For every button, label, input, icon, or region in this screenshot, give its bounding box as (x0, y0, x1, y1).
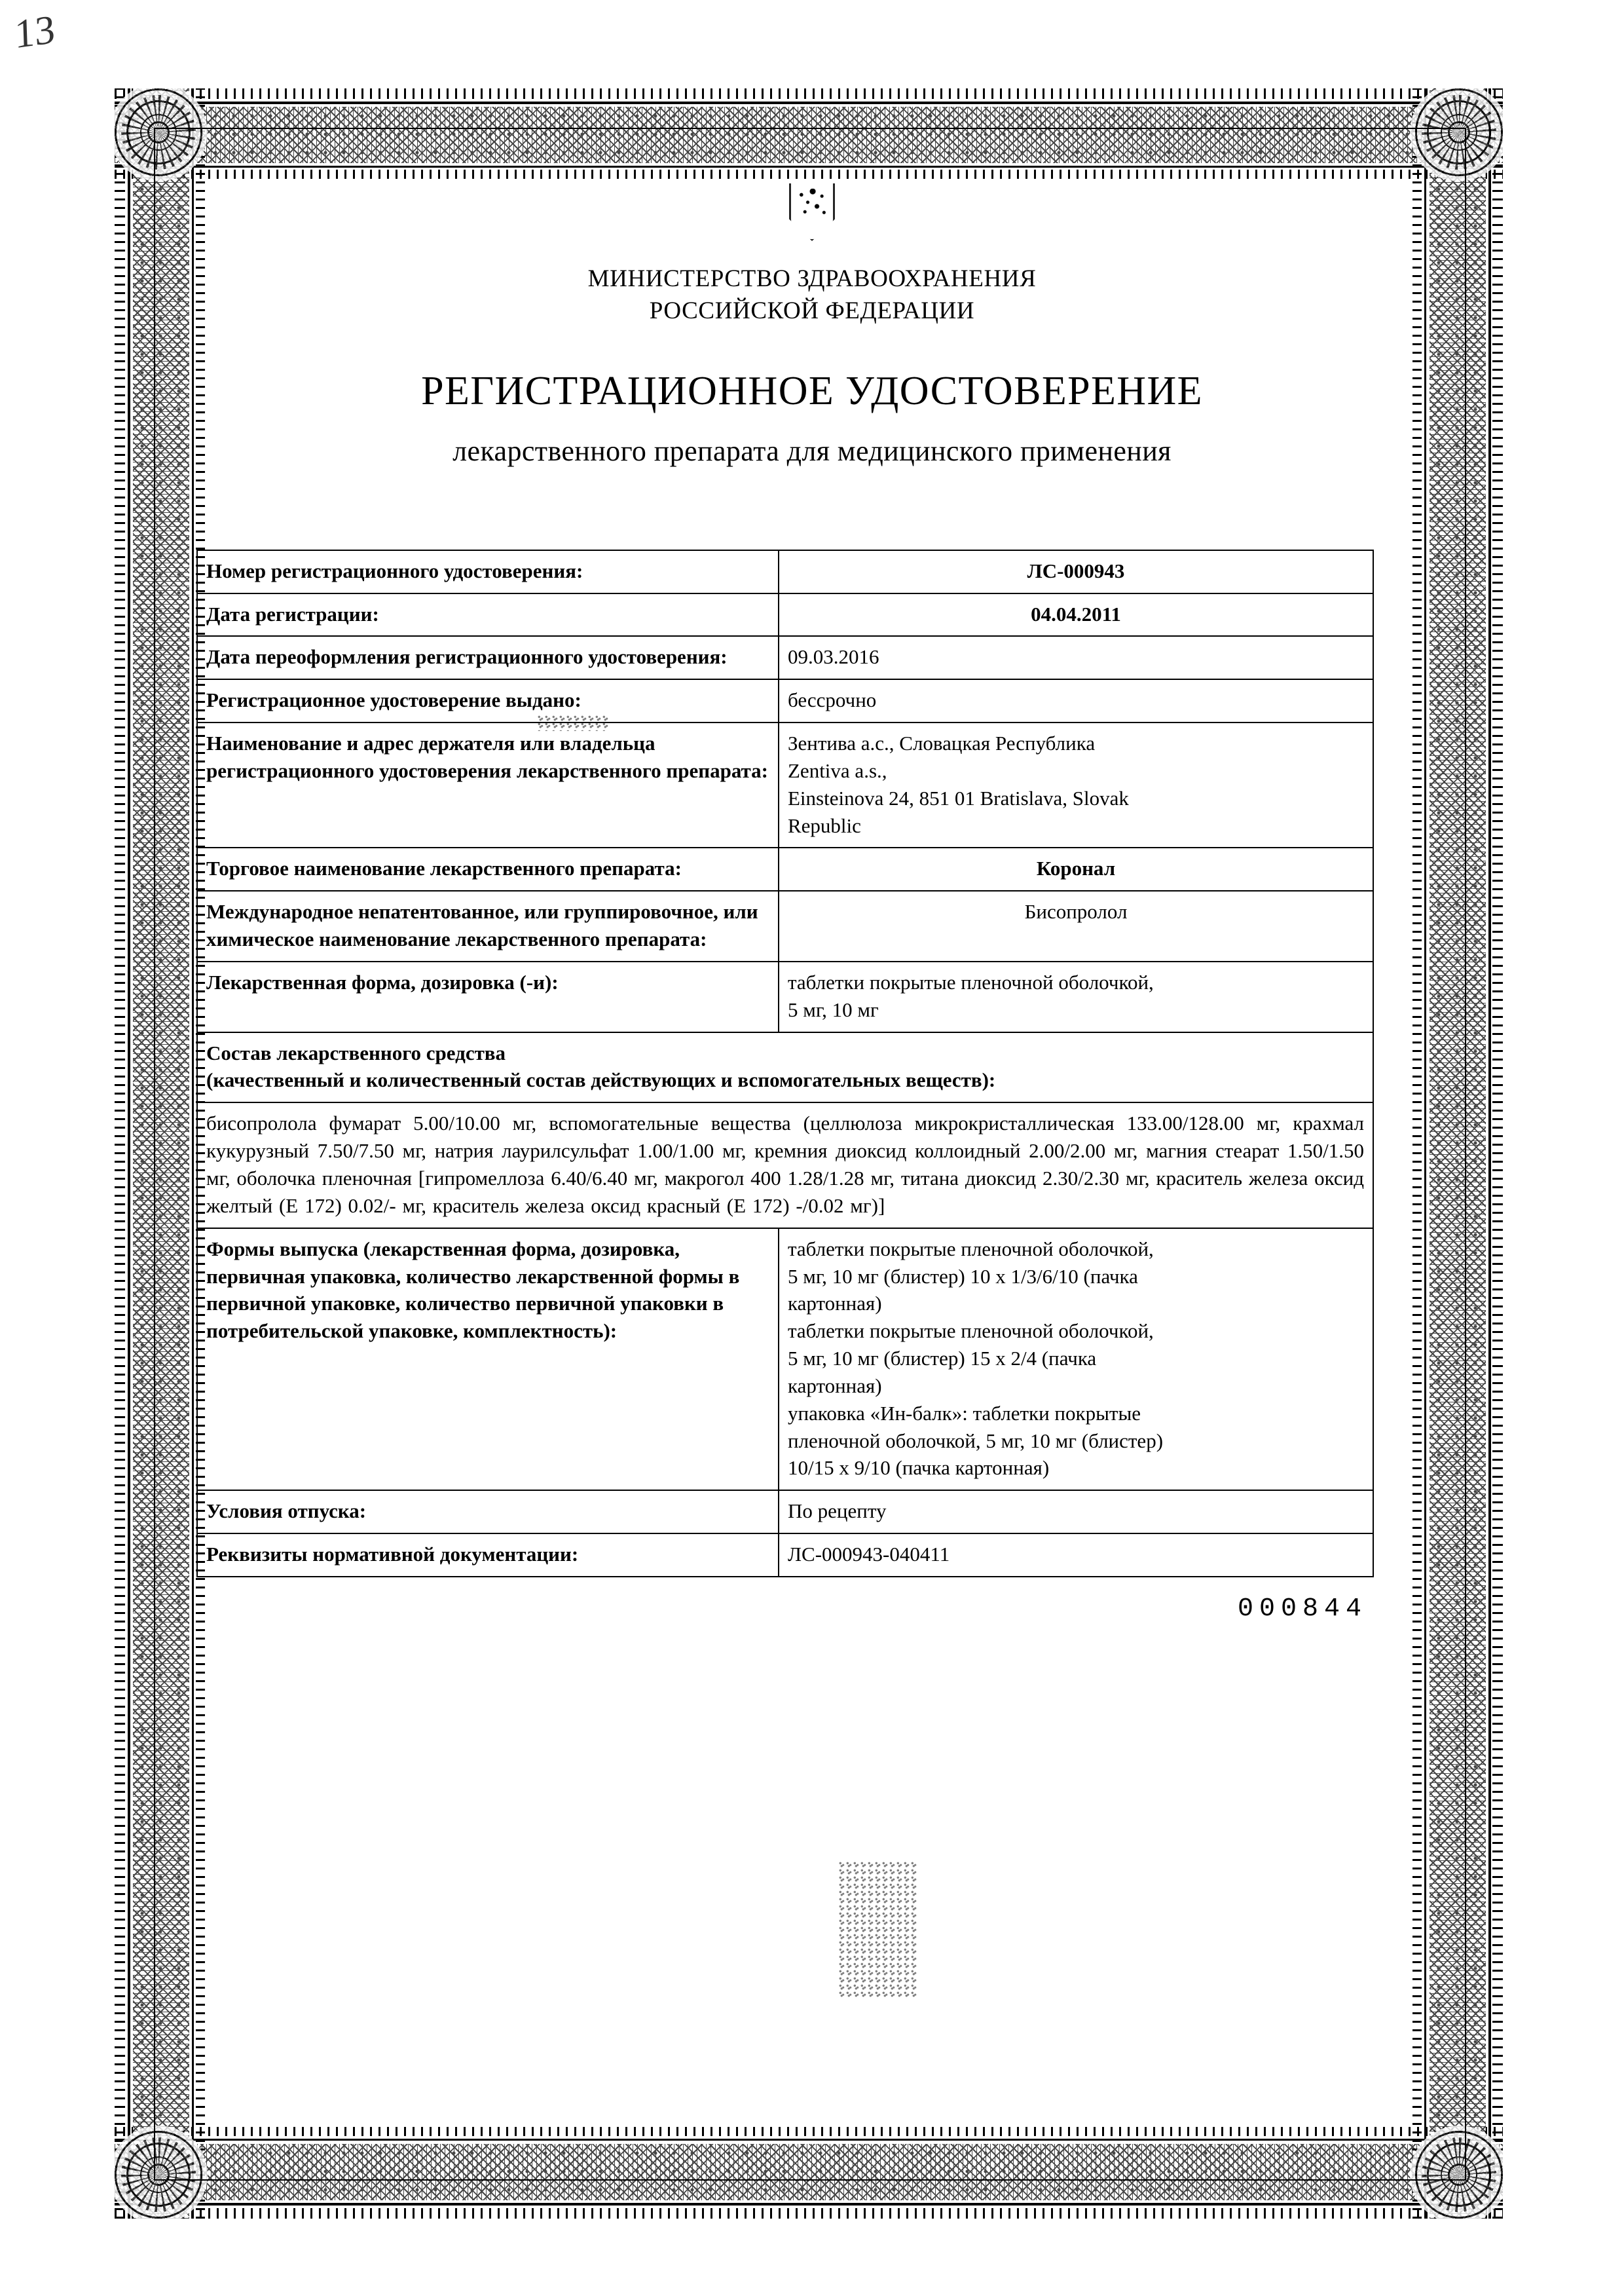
table-row-issued (197, 679, 1373, 723)
value-issued: бессрочно (779, 679, 1373, 723)
dosage-form-line-1: таблетки покрытые пленочной оболочкой, (788, 970, 1154, 994)
table-row-holder (197, 723, 1373, 848)
table-row-reg-date (197, 593, 1373, 637)
package-line-8: пленочной оболочкой, 5 мг, 10 мг (блистер) (788, 1429, 1164, 1452)
shield-detail (794, 189, 830, 223)
value-package (779, 1228, 1373, 1491)
label-dosage-form: Лекарственная форма, дозировка (-и): (197, 962, 779, 1032)
table-row-inn (197, 891, 1373, 962)
value-trade-name: Коронал (779, 848, 1373, 891)
certificate-table (196, 550, 1374, 1577)
value-nd: ЛС-000943-040411 (779, 1533, 1373, 1577)
table-row-trade-name (197, 848, 1373, 891)
composition-header (197, 1032, 1373, 1103)
table-row-nd (197, 1533, 1373, 1577)
holder-line-1: Зентива а.с., Словацкая Республика (788, 732, 1096, 755)
value-reg-number: ЛС-000943 (779, 550, 1373, 593)
document-subtitle: лекарственного препарата для медицинского применения (452, 434, 1172, 467)
holder-line-3: Einsteinova 24, 851 01 Bratislava, Slovak (788, 786, 1129, 810)
table-row-reg-number (197, 550, 1373, 593)
frame-left-rule (128, 88, 130, 2219)
package-line-2: 5 мг, 10 мг (блистер) 10 х 1/3/6/10 (пачка (788, 1264, 1138, 1288)
label-reg-date: Дата регистрации: (197, 593, 779, 637)
value-dispensing: По рецепту (779, 1490, 1373, 1533)
package-line-1: таблетки покрытые пленочной оболочкой, (788, 1237, 1154, 1260)
label-holder: Наименование и адрес держателя или владельца регистрационного удостоверения лекарственного препарата: (197, 723, 779, 848)
ministry-line-1: МИНИСТЕРСТВО ЗДРАВООХРАНЕНИЯ (587, 265, 1037, 292)
value-reissue-date: 09.03.2016 (779, 636, 1373, 679)
composition-text: бисопролола фумарат 5.00/10.00 мг, вспомогательные вещества (целлюлоза микрокристаллическая 133.00/128.00 мг, крахмал кукурузный 7.50/7.50 мг, натрия лаурилсульфат 1.00/1.00 мг, кремния диоксид коллоидный 2.00/2.00 мг, магния стеарат 1.50/1.50 мг, оболочка пленочная [гипромеллоза 6.40/6.40 мг, макрогол 400 1.28/1.28 мг, титана диоксид 2.30/2.30 мг, краситель железа оксид желтый (Е 172) 0.02/- мг, краситель железа оксид красный (Е 172) -/0.02 мг)] (197, 1102, 1373, 1228)
frame-right-tick-band (1492, 88, 1503, 2219)
table-row-dosage-form (197, 962, 1373, 1032)
label-issued: Регистрационное удостоверение выдано: (197, 679, 779, 723)
composition-header-line-1: Состав лекарственного средства (206, 1041, 506, 1064)
package-line-4: таблетки покрытые пленочной оболочкой, (788, 1319, 1154, 1343)
label-reissue-date: Дата переоформления регистрационного удостоверения: (197, 636, 779, 679)
package-line-9: 10/15 х 9/10 (пачка картонная) (788, 1456, 1050, 1480)
certificate-content (196, 183, 1428, 1624)
label-dispensing: Условия отпуска: (197, 1490, 779, 1533)
value-reg-date: 04.04.2011 (779, 593, 1373, 637)
handwritten-page-mark: 13 (14, 7, 56, 58)
holder-line-4: Republic (788, 814, 861, 837)
package-line-6: картонная) (788, 1374, 882, 1397)
label-inn: Международное непатентованное, или группировочное, или химическое наименование лекарственного препарата: (197, 891, 779, 962)
frame-top-rule (115, 102, 1503, 104)
table-row-dispensing (197, 1490, 1373, 1533)
frame-top-tick-band (115, 88, 1503, 99)
frame-right-rule (1488, 88, 1491, 2219)
ministry-name (196, 263, 1428, 328)
table-row-composition-header (197, 1032, 1373, 1103)
frame-left-tick-band (115, 88, 125, 2219)
composition-header-line-2: (качественный и количественный состав действующих и вспомогательных веществ): (206, 1068, 996, 1092)
table-row-package (197, 1228, 1373, 1491)
label-package: Формы выпуска (лекарственная форма, дозировка, первичная упаковка, количество лекарственной формы в первичной упаковке, количество первичной упаковки в потребительской упаковке, комплектность): (197, 1228, 779, 1491)
document-title: РЕГИСТРАЦИОННОЕ УДОСТОВЕРЕНИЕ (421, 368, 1203, 413)
table-row-composition-text (197, 1102, 1373, 1228)
value-inn: Бисопролол (779, 891, 1373, 962)
label-trade-name: Торговое наименование лекарственного препарата: (197, 848, 779, 891)
value-dosage-form (779, 962, 1373, 1032)
label-reg-number: Номер регистрационного удостоверения: (197, 550, 779, 593)
ministry-line-2: РОССИЙСКОЙ ФЕДЕРАЦИИ (649, 297, 975, 324)
label-nd: Реквизиты нормативной документации: (197, 1533, 779, 1577)
table-row-reissue-date (197, 636, 1373, 679)
package-line-3: картонная) (788, 1292, 882, 1315)
dosage-form-line-2: 5 мг, 10 мг (788, 998, 879, 1021)
value-holder (779, 723, 1373, 848)
serial-number: 000844 (1237, 1594, 1367, 1624)
coat-of-arms-icon (789, 183, 835, 241)
package-line-7: упаковка «Ин-балк»: таблетки покрытые (788, 1401, 1141, 1425)
package-line-5: 5 мг, 10 мг (блистер) 15 х 2/4 (пачка (788, 1347, 1097, 1370)
holder-line-2: Zentiva a.s., (788, 759, 887, 782)
frame-bottom-rule (115, 2203, 1503, 2206)
frame-bottom-tick-band (115, 2208, 1503, 2219)
